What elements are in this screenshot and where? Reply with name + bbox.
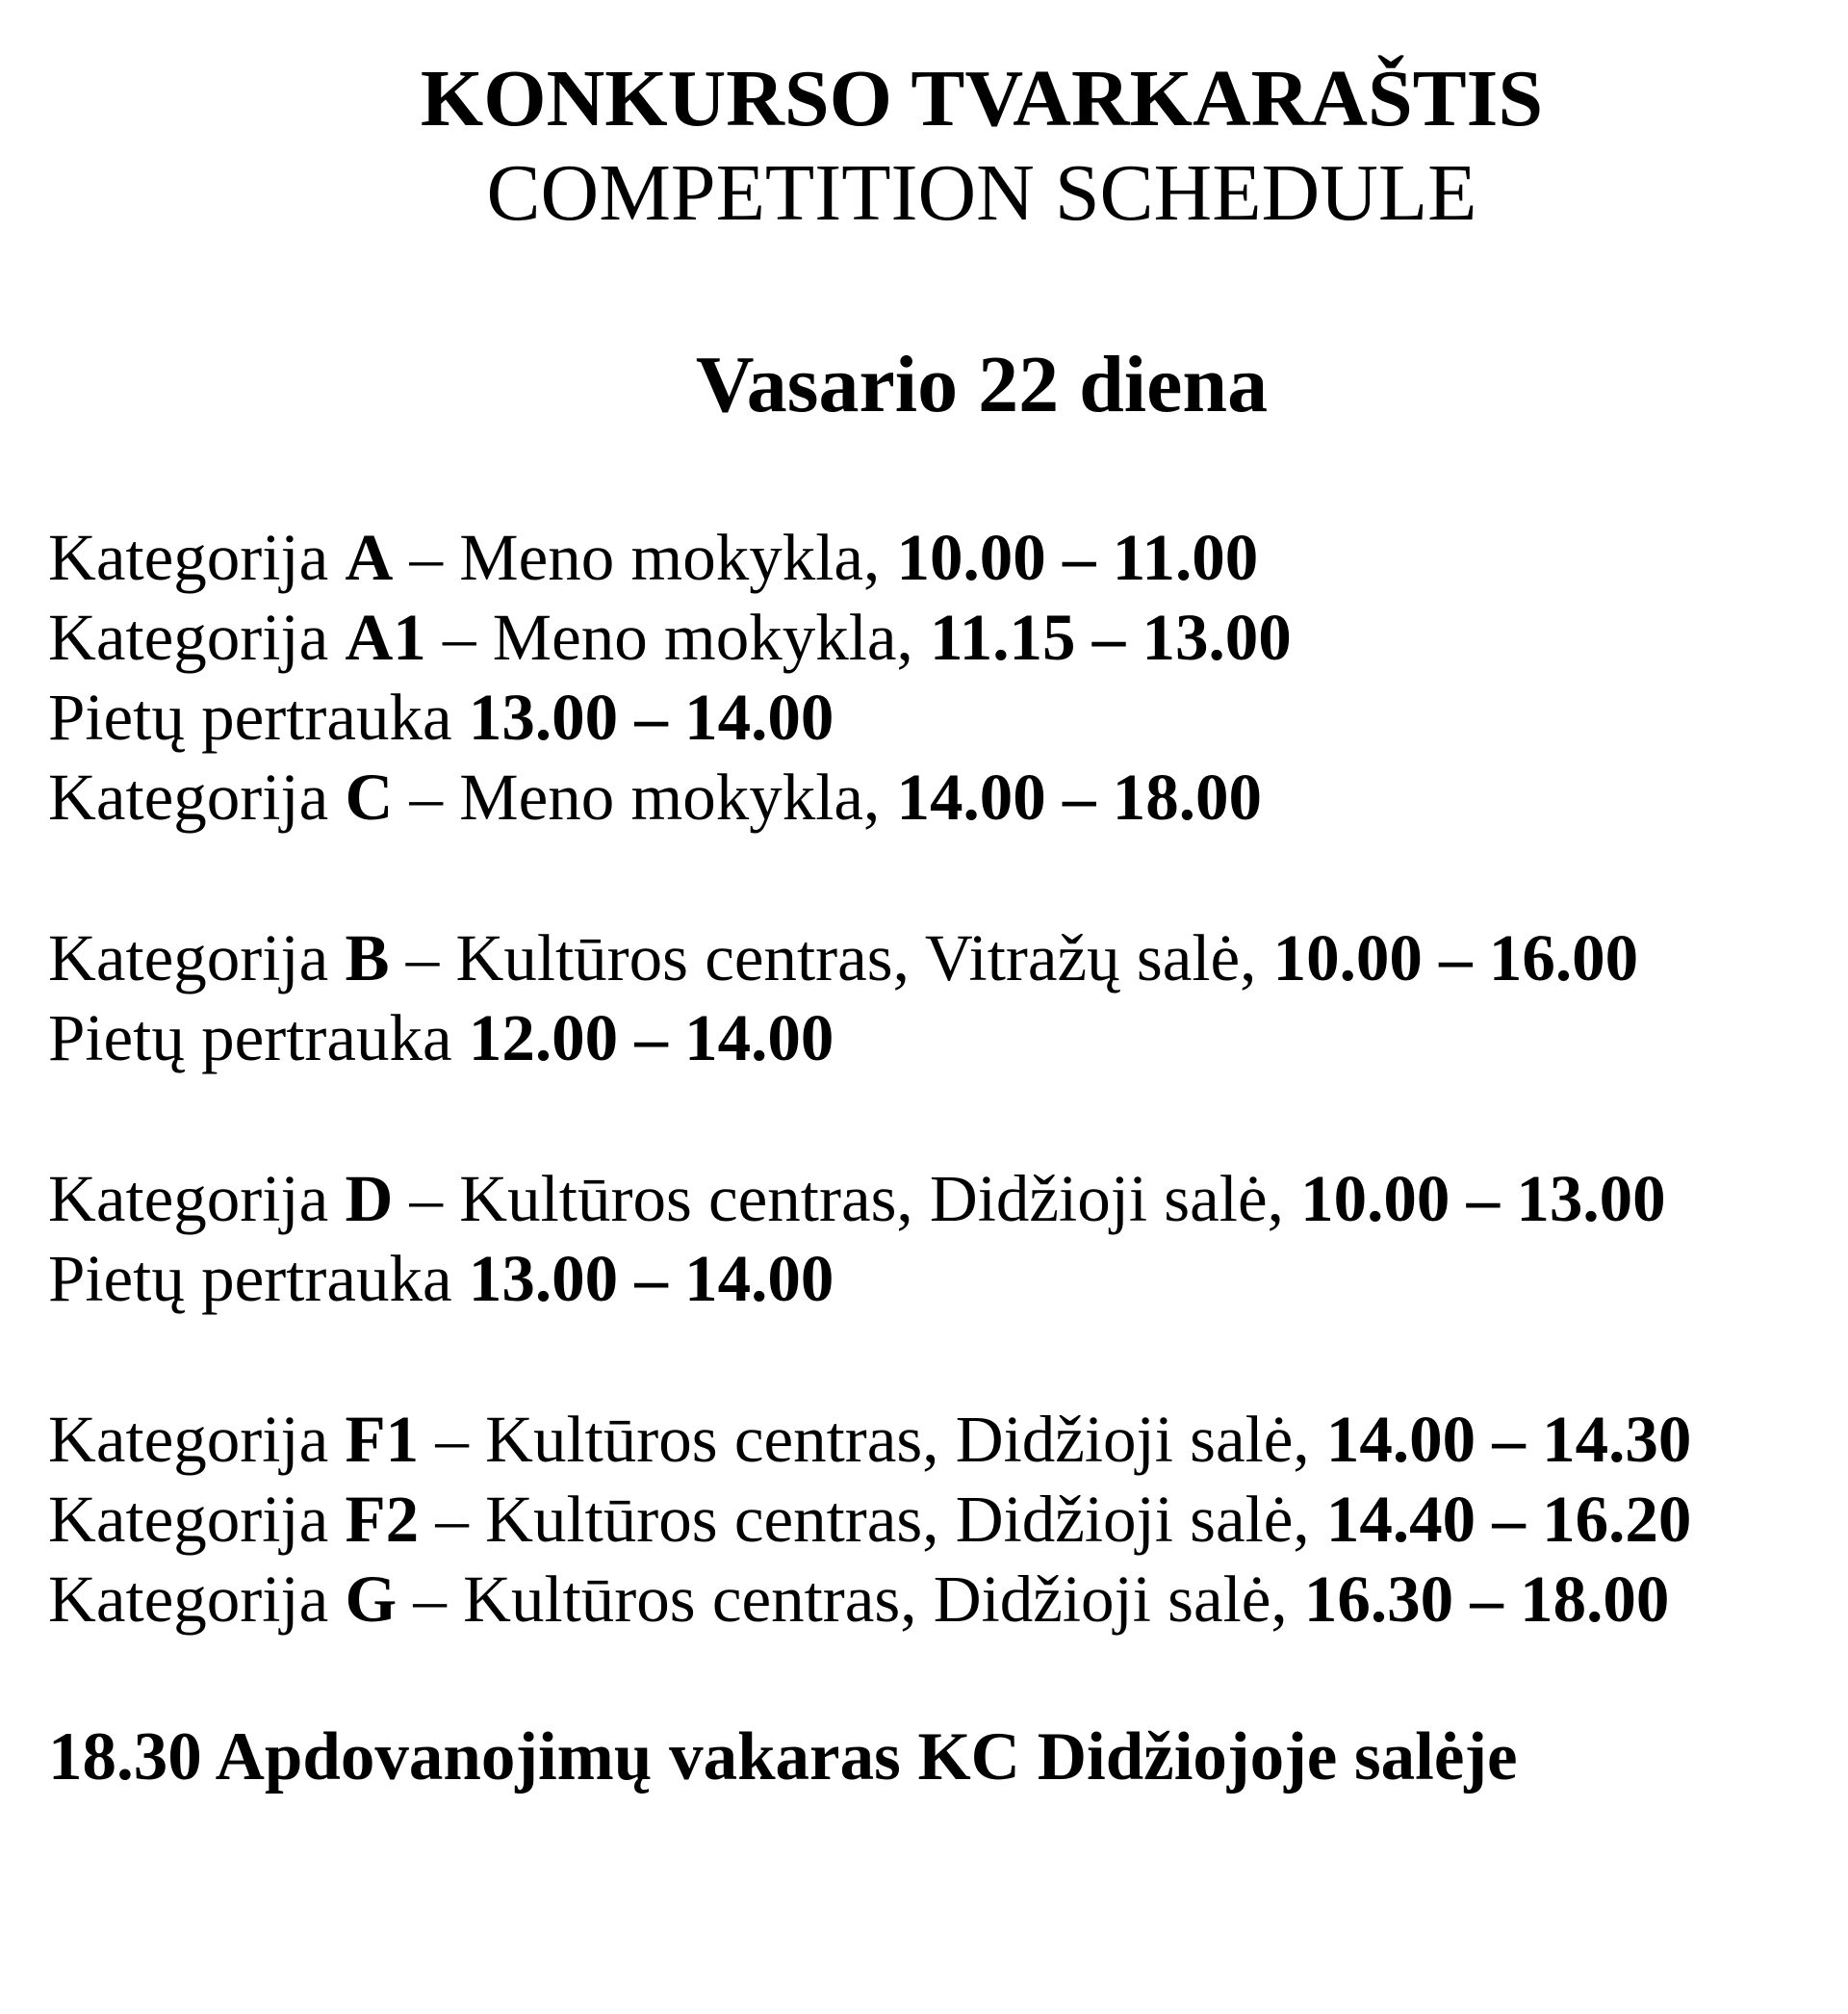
line-prefix: Kategorija	[48, 1403, 346, 1476]
category-code: A1	[345, 601, 426, 674]
time-range: 14.00 – 18.00	[896, 761, 1262, 834]
line-prefix: Kategorija	[48, 601, 346, 674]
document-title: KONKURSO TVARKARAŠTIS	[420, 54, 1544, 143]
category-code: A	[345, 521, 394, 594]
schedule-line	[48, 598, 1838, 678]
schedule-line	[48, 1480, 1838, 1560]
time-range: 14.40 – 16.20	[1325, 1483, 1692, 1556]
schedule-group-didzioji-sale-d	[48, 1159, 1838, 1319]
schedule-group-didzioji-sale-fg	[48, 1400, 1838, 1640]
venue-text: – Meno mokykla,	[425, 601, 930, 674]
category-code: B	[345, 921, 390, 994]
time-range: 14.00 – 14.30	[1325, 1403, 1692, 1476]
venue-text: – Kultūros centras, Didžioji salė,	[397, 1562, 1304, 1636]
schedule-line	[48, 918, 1838, 998]
time-range: 11.15 – 13.00	[930, 601, 1292, 674]
schedule-list	[48, 518, 1838, 1720]
schedule-line	[48, 1159, 1838, 1239]
category-code: F1	[345, 1403, 420, 1476]
line-prefix: Pietų pertrauka	[48, 681, 469, 754]
line-prefix: Kategorija	[48, 761, 346, 834]
time-range: 10.00 – 11.00	[896, 521, 1259, 594]
category-code: D	[345, 1162, 394, 1235]
time-range: 13.00 – 14.00	[468, 1242, 834, 1315]
venue-text: – Kultūros centras, Vitražų salė,	[389, 921, 1273, 994]
line-prefix: Pietų pertrauka	[48, 1242, 469, 1315]
document-subtitle: COMPETITION SCHEDULE	[486, 148, 1477, 238]
line-prefix: Kategorija	[48, 1162, 346, 1235]
schedule-group-meno-mokykla	[48, 518, 1838, 838]
schedule-line	[48, 758, 1838, 838]
line-prefix: Kategorija	[48, 921, 346, 994]
venue-text: – Kultūros centras, Didžioji salė,	[419, 1483, 1326, 1556]
line-prefix: Kategorija	[48, 1562, 346, 1636]
venue-text: – Kultūros centras, Didžioji salė,	[393, 1162, 1301, 1235]
day-heading: Vasario 22 diena	[695, 340, 1269, 429]
time-range: 16.30 – 18.00	[1303, 1562, 1670, 1636]
venue-text: – Meno mokykla,	[393, 521, 897, 594]
line-prefix: Pietų pertrauka	[48, 1001, 469, 1074]
category-code: G	[345, 1562, 398, 1636]
time-range: 10.00 – 16.00	[1272, 921, 1639, 994]
category-code: F2	[345, 1483, 420, 1556]
category-code: C	[345, 761, 394, 834]
schedule-line	[48, 998, 1838, 1078]
venue-text: – Meno mokykla,	[393, 761, 897, 834]
time-range: 12.00 – 14.00	[468, 1001, 834, 1074]
line-prefix: Kategorija	[48, 1483, 346, 1556]
venue-text: – Kultūros centras, Didžioji salė,	[419, 1403, 1326, 1476]
schedule-line	[48, 1560, 1838, 1640]
time-range: 10.00 – 13.00	[1300, 1162, 1666, 1235]
schedule-line	[48, 1400, 1838, 1480]
schedule-line	[48, 518, 1838, 598]
awards-evening-note: 18.30 Apdovanojimų vakaras KC Didžiojoje salėje	[48, 1719, 1518, 1795]
schedule-line	[48, 678, 1838, 758]
line-prefix: Kategorija	[48, 521, 346, 594]
schedule-group-vitrazu-sale	[48, 918, 1838, 1078]
time-range: 13.00 – 14.00	[468, 681, 834, 754]
schedule-line	[48, 1239, 1838, 1319]
